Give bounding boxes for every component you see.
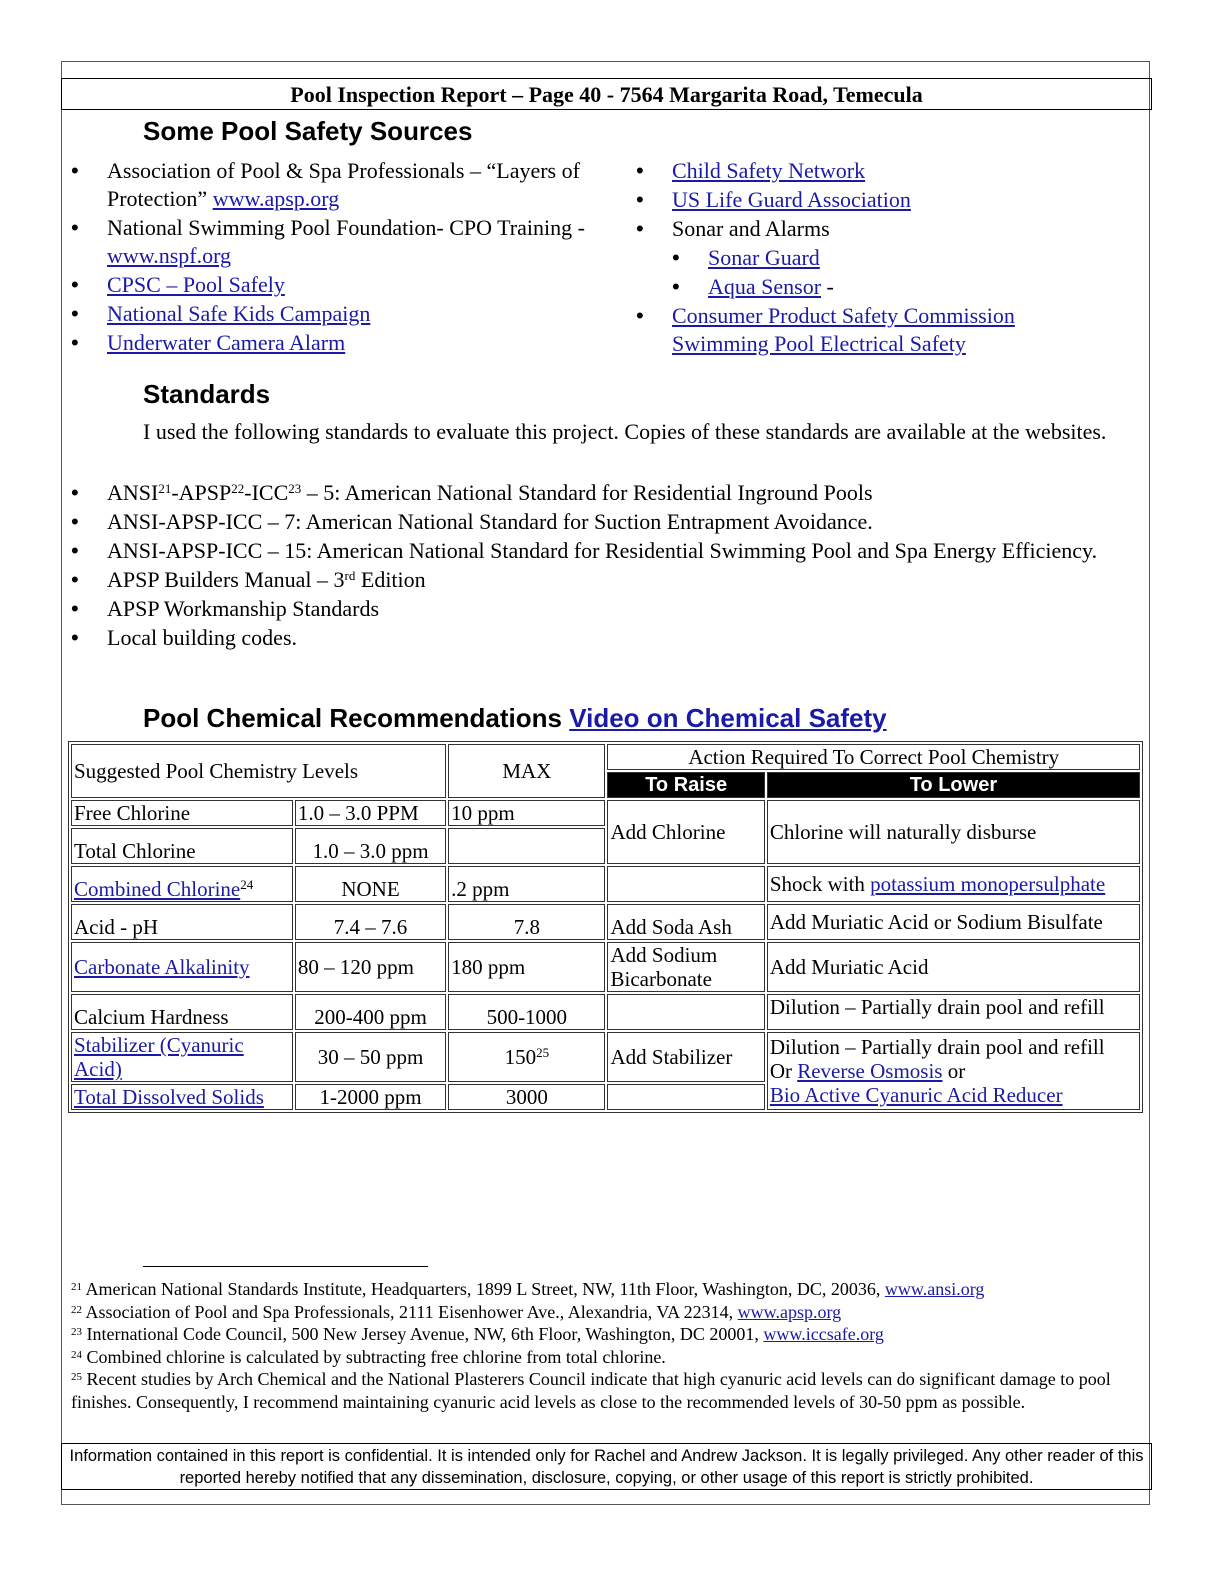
table-row: Stabilizer (Cyanuric Acid) 30 – 50 ppm $150^{25}$ Add Stabilizer Dilution – Partially drain pool and refill Or Reverse Osmosis or Bio Active Cyanuric Acid Reducer [71,1032,1140,1082]
standards-title: Standards [143,379,271,409]
carbonate-alkalinity-link[interactable]: Carbonate Alkalinity [74,955,250,979]
stabilizer-link[interactable]: Stabilizer (Cyanuric Acid) [74,1033,244,1081]
aqua-sensor-link[interactable]: Aqua Sensor [708,274,822,299]
safety-sources-title: Some Pool Safety Sources [143,116,473,146]
list-item [636,157,1136,185]
list-item [71,300,621,328]
cpsc-pool-safely-link[interactable]: CPSC – Pool Safely [107,272,285,297]
footnote-22: $^{22}$ Association of Pool and Spa Professionals, 2111 Eisenhower Ave., Alexandria, VA 22314, www.apsp.org [71,1301,842,1322]
list-item: • Local building codes. [71,624,1121,652]
monopersulphate-link[interactable]: potassium monopersulphate [870,872,1106,896]
head-action: Action Required To Correct Pool Chemistry [607,744,1140,770]
list-item: • Association of Pool & Spa Professionals – “Layers of Protection” www.apsp.org [71,157,621,213]
apsp-link[interactable]: www.apsp.org [212,186,340,211]
list-item [636,186,1136,214]
footnotes [71,1278,1131,1413]
footnote-divider [143,1266,428,1267]
table-row: Total Chlorine 1.0 – 3.0 ppm [71,828,1140,864]
footnote-24: $^{24}$ Combined chlorine is calculated by subtracting free chlorine from total chlorine. [71,1346,666,1367]
underwater-camera-link[interactable]: Underwater Camera Alarm [107,330,346,355]
list-item: • ANSI-APSP-ICC – 15: American National Standard for Residential Swimming Pool and Spa Energy Efficiency. [71,537,1121,565]
footnote-23: $^{23}$ International Code Council, 500 New Jersey Avenue, NW, 6th Floor, Washington, DC 20001, www.iccsafe.org [71,1324,884,1344]
cpsc-link[interactable]: Consumer Product Safety Commission [672,303,1015,328]
table-row: Free Chlorine 1.0 – 3.0 PPM 10 ppm Add Chlorine Chlorine will naturally disburse [71,800,1140,826]
standards-intro: I used the following standards to evaluate this project. Copies of these standards are available at the websites. [143,419,1107,444]
footnote-25: $^{25}$ Recent studies by Arch Chemical and the National Plasterers Council indicate that high cyanuric acid levels can do significant damage to pool finishes. Consequently, I recommend maintaining cyanuric acid levels as close to the recommended levels of 30-50 ppm as possible. [71,1369,1111,1412]
child-safety-link[interactable]: Child Safety Network [672,158,866,183]
report-header: Pool Inspection Report – Page 40 - 7564 Margarita Road, Temecula [61,78,1152,110]
list-item [636,302,1136,358]
sonar-guard-link[interactable]: Sonar Guard [708,245,820,270]
electrical-safety-link[interactable]: Swimming Pool Electrical Safety [672,331,966,356]
list-item [672,244,1136,272]
table-row: Calcium Hardness 200-400 ppm 500-1000 Dilution – Partially drain pool and refill [71,994,1140,1030]
iccsafe-link[interactable]: www.iccsafe.org [763,1324,884,1344]
list-item [71,329,621,357]
head-lower: To Lower [767,772,1140,798]
safety-sources-right-list [636,157,1136,359]
ansi-link[interactable]: www.ansi.org [884,1279,985,1299]
reverse-osmosis-link[interactable]: Reverse Osmosis [797,1059,943,1083]
confidentiality-notice: Information contained in this report is confidential. It is intended only for Rachel and Andrew Jackson. It is legally privileged. Any other reader of this reported hereby notified that any dissemination, disclosure, copying, or other usage of this report is strictly prohibited. [61,1443,1152,1490]
standards-list [71,479,1121,653]
chem-title: Pool Chemical Recommendations Video on Chemical Safety [143,703,887,733]
head-raise: To Raise [607,772,764,798]
table-row: Acid - pH 7.4 – 7.6 7.8 Add Soda Ash Add Muriatic Acid or Sodium Bisulfate [71,904,1140,940]
chem-video-link[interactable]: Video on Chemical Safety [569,703,887,733]
list-item: • APSP Workmanship Standards [71,595,1121,623]
list-item: • Aqua Sensor - [672,273,1136,301]
cyanuric-reducer-link[interactable]: Bio Active Cyanuric Acid Reducer [769,1083,1063,1107]
footnote-21: $^{21}$ American National Standards Institute, Headquarters, 1899 L Street, NW, 11th Floor, Washington, DC, 20036, www.ansi.org [71,1279,985,1299]
table-row: Carbonate Alkalinity 80 – 120 ppm 180 ppm Add Sodium Bicarbonate Add Muriatic Acid [71,942,1140,992]
combined-chlorine-link[interactable]: Combined Chlorine [74,877,241,901]
nspf-link[interactable]: www.nspf.org [107,243,232,268]
table-row: Total Dissolved Solids 1-2000 ppm 3000 [71,1084,1140,1110]
safe-kids-link[interactable]: National Safe Kids Campaign [107,301,371,326]
chemistry-table [68,741,1143,1113]
safety-sources-left-list [71,157,621,358]
lifeguard-link[interactable]: US Life Guard Association [672,187,911,212]
apsp-footnote-link[interactable]: www.apsp.org [737,1301,842,1322]
tds-link[interactable]: Total Dissolved Solids [74,1085,264,1109]
list-item: • ANSI$^{21}$-APSP$^{22}$-ICC$^{23}$ – 5: American National Standard for Residential Inground Pools [71,479,1121,507]
list-item: • National Swimming Pool Foundation- CPO Training - www.nspf.org [71,214,621,270]
list-item [71,271,621,299]
list-item: • Sonar and Alarms [636,215,1136,243]
table-row: Combined Chlorine$^{24}$ NONE .2 ppm Shock with potassium monopersulphate [71,866,1140,902]
list-item: • APSP Builders Manual – 3rd Edition [71,566,1121,594]
head-max: MAX [448,744,605,798]
head-levels: Suggested Pool Chemistry Levels [71,744,446,798]
list-item: • ANSI-APSP-ICC – 7: American National Standard for Suction Entrapment Avoidance. [71,508,1121,536]
